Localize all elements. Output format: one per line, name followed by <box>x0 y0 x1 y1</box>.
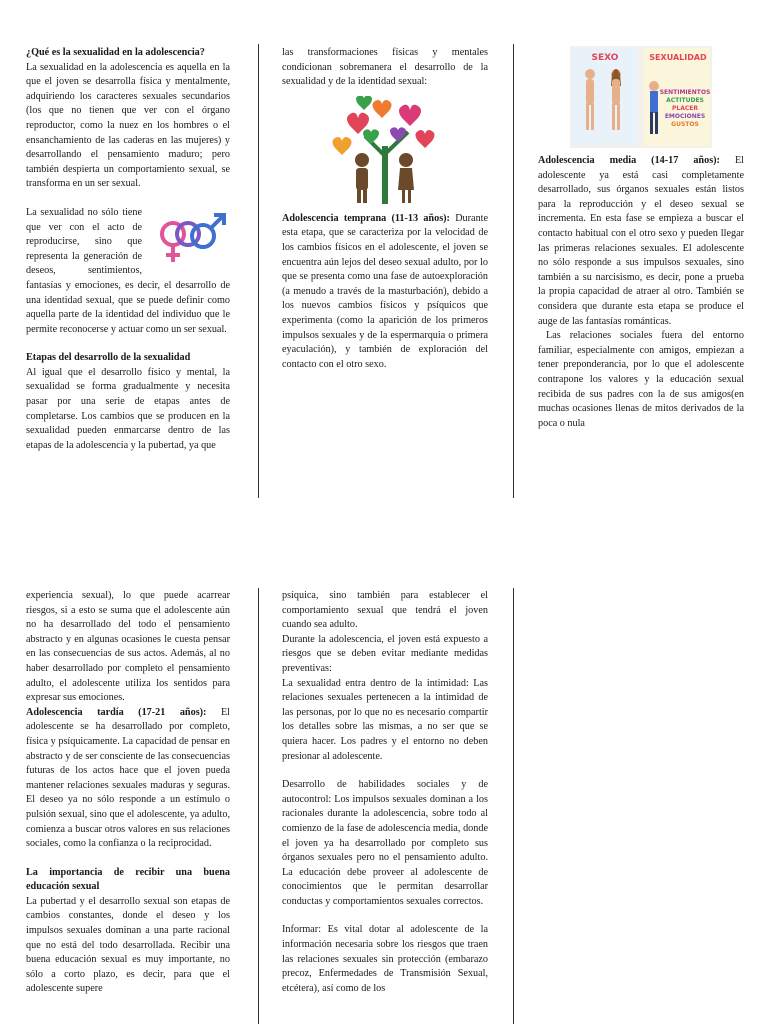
paragraph: Durante esta etapa, que se caracteriza por la velocidad de los cambios físicos en el adolescente, el joven se encuentra aún lejos del deseo sexual adulto, por lo que se presenta como una fase de autoexploración (a menudo a través de la masturbación), debido a los nuevos cambios físicos y psíquicos que experimenta (como la aparición de los primeros impulsos sexuales y de la espermarquia o primera eyaculación), y también de exploración del contacto con el otro sexo. <box>282 212 488 370</box>
image-word: SENTIMIENTOS <box>659 89 711 96</box>
paragraph: La sexualidad entra dentro de la intimidad: Las relaciones sexuales pertenecen a la intimidad de las personas, por lo que no es necesario compartir los detalles sobre las mismas, a no ser que se quiera hacer. Los padres y el entorno no deben presionar al adolescente. <box>282 677 488 762</box>
paragraph: El adolescente se ha desarrollado por completo, física y psíquicamente. La capacidad de pensar en abstracto y de ser consciente de las consecuencias futuras de los actos hace que el joven pueda mantener relaciones sexuales maduras y seguras. El deseo ya no sólo responde a un estímulo o pulsión sexual, sino que el adolescente, ya adulto, comienza a buscar otros valores en sus relaciones sociales, como la confianza o la reciprocidad. <box>26 706 230 850</box>
heading-middle-adolescence: Adolescencia media (14-17 años): <box>538 155 720 166</box>
heading-late-adolescence: Adolescencia tardía (17-21 años): <box>26 706 207 718</box>
page1-column-3 <box>538 46 744 498</box>
image-label-sexualidad: SEXUALIDAD <box>649 53 707 62</box>
heading-early-adolescence: Adolescencia temprana (11-13 años): <box>282 212 450 224</box>
sex-vs-sexuality-illustration <box>570 46 712 148</box>
gender-symbols-icon <box>148 210 230 268</box>
paragraph: Informar: Es vital dotar al adolescente de la información necesaria sobre los riesgos que traen las relaciones sexuales sin protección (embarazo precoz, Enfermedades de Transmisión Sexual, etcétera), así como de los <box>282 924 488 994</box>
paragraph: Al igual que el desarrollo físico y mental, la sexualidad se forma gradualmente y necesita pasar por una serie de etapas antes de completarse. Los cambios que se producen en la sexualidad pueden enmarcarse dentro de las etapas de la adolescencia y la pubertad, ya que <box>26 366 230 451</box>
column-divider <box>513 588 514 1024</box>
page1-column-2 <box>282 46 488 498</box>
image-word: EMOCIONES <box>664 113 706 120</box>
heading-sex-education: La importancia de recibir una buena educación sexual <box>26 866 230 893</box>
paragraph: las transformaciones físicas y mentales condicionan sobremanera el desarrollo de la sexualidad y de la identidad sexual: <box>282 47 488 88</box>
image-word: GUSTOS <box>671 121 699 128</box>
page2-column-2 <box>282 589 488 1024</box>
paragraph <box>26 206 230 337</box>
column-divider <box>258 44 259 498</box>
paragraph-text: La sexualidad no sólo tiene que ver con el acto de reproducirse, sino que representa la generación de deseos, sentimientos, fantasías y emociones, es decir, el desarrollo de una identidad sexual, que se puede definir como aquella parte de la identidad del individuo que le permite reconocerse y actuar como un ser sexual. <box>26 206 230 335</box>
paragraph: Desarrollo de habilidades sociales y de autocontrol: Los impulsos sexuales dominan a los racionales durante la adolescencia, sobre todo al comienzo de la fase de adolescencia media, donde el joven ya ha desarrollado por completo sus órganos sexuales pero no el pensamiento adulto. La educación debe proveer al adolescente de conocimientos que le permitan desarrollar conductas y comportamientos sexuales correctos. <box>282 779 488 907</box>
page1-column-1 <box>26 46 230 498</box>
page2-column-1 <box>26 589 230 1024</box>
column-divider <box>258 588 259 1024</box>
heading-what-is-sexuality: ¿Qué es la sexualidad en la adolescencia? <box>26 47 205 58</box>
love-tree-couple-illustration <box>320 96 450 206</box>
image-word: PLACER <box>672 105 698 112</box>
heading-stages: Etapas del desarrollo de la sexualidad <box>26 352 191 364</box>
image-label-sexo: SEXO <box>591 53 619 63</box>
column-divider <box>513 44 514 498</box>
image-word: ACTITUDES <box>666 97 704 104</box>
paragraph: experiencia sexual), lo que puede acarrear riesgos, si a esto se suma que el adolescente aún no ha desarrollado del todo el pensamiento abstracto y en algunas ocasiones le cuesta pensar en las consecuencias de sus actos. Además, al no haber desarrollado por completo el pensamiento adulto, el adolescente utiliza los sentidos para expresar sus emociones. <box>26 590 230 704</box>
paragraph: El adolescente ya está casi completamente desarrollado, sus órganos sexuales están listos para la reproducción y el deseo sexual se incrementa. En esta fase se empieza a buscar el contacto habitual con el otro sexo y pueden llegar las primeras relaciones sexuales. El adolescente no sólo responde a sus impulsos sexuales, sino también a su narcisismo, es decir, pone a prueba la propia capacidad de atraer al otro. También se considera que durante esta etapa se produce el auge de las fantasías románticas. <box>538 155 744 327</box>
paragraph: Durante la adolescencia, el joven está expuesto a riesgos que se deben evitar mediante medidas preventivas: <box>282 633 488 674</box>
paragraph: La pubertad y el desarrollo sexual son etapas de cambios constantes, donde el deseo y los impulsos sexuales dominan a una parte racional que no está del todo desarrollada. Recibir una buena educación sexual es muy importante, no sólo a corto plazo, es decir, para que el adolescente supere <box>26 895 230 995</box>
paragraph: Las relaciones sociales fuera del entorno familiar, especialmente con amigos, empiezan a tener preponderancia, por lo que el adolescente contrapone los valores y la educación sexual recibida de sus padres con la de sus amigos(en muchas ocasiones llenas de mitos derivados de la poca o nula <box>538 330 744 429</box>
paragraph: psíquica, sino también para establecer el comportamiento sexual que tendrá el joven cuando sea adulto. <box>282 590 488 631</box>
paragraph: La sexualidad en la adolescencia es aquella en la que el joven se desarrolla física y mentalmente, adquiriendo los caracteres sexuales secundarios (los que no tienen que ver con el órgano reproductor, como la nuez en los hombres o el ensanchamiento de las caderas en las mujeres) y desarrollando el pensamiento maduro; pero también despierta un comportamiento sexual, se transforma en un ser sexual. <box>26 61 230 190</box>
